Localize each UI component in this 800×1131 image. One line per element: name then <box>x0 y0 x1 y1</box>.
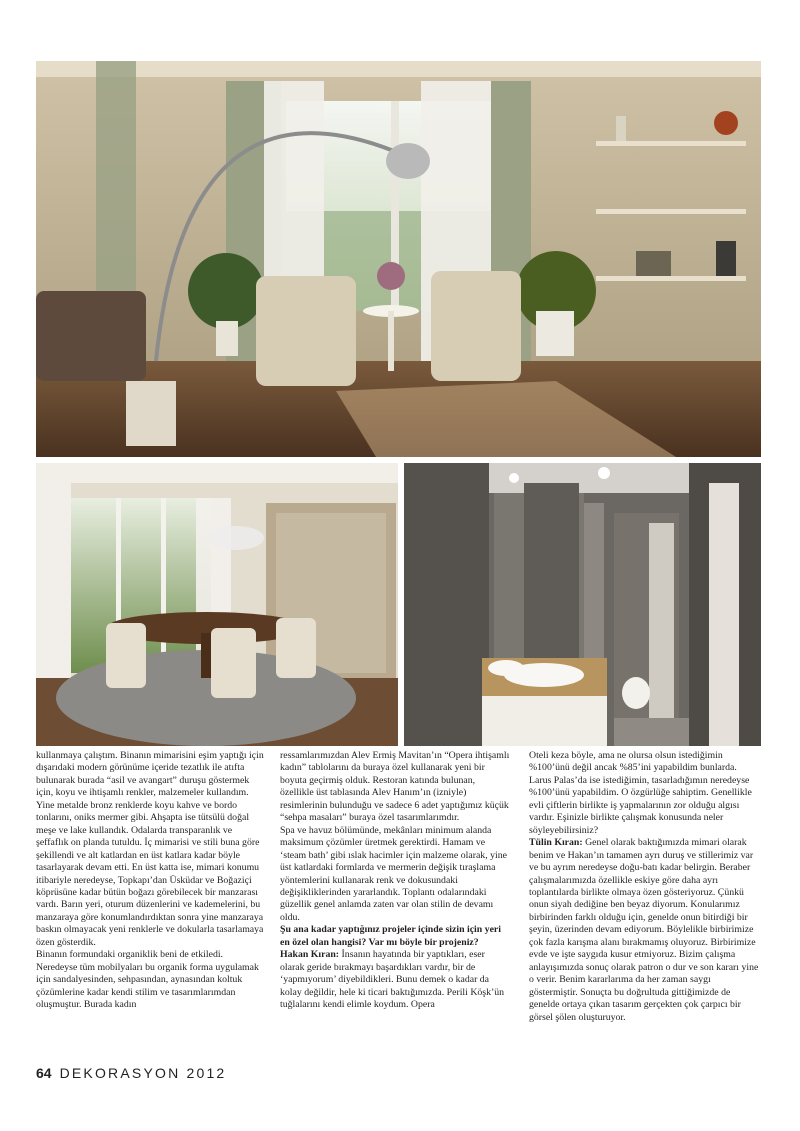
living-room-photo <box>36 61 761 457</box>
speaker-name: Tülin Kıran: <box>529 837 583 849</box>
paragraph: kullanmaya çalıştım. Binanın mimarisini eşim yaptığı için dışarıdaki modern görünüme içeride tezatlık ile atıfta bulunarak burada “asil ve avangart” duruşu göstermek için, koyu ve ihtişamlı renkler, malzemeler kullandım. Yine metalde bronz renklerde koyu kahve ve bordo tonlarını, oniks mermer gibi. Ahşapta ise tütsülü doğal meşe ve lake kullandık. Odalarda transparanlık ve şeffaflık on planda tutuldu. İç mimarisi ve stili buna göre şekillendi ve alt katlardan en üst katlara kadar böyle tasarlayarak devam etti. En üst katta ise, mimari konumu itibariyle neredeyse, Topkapı’dan Üsküdar ve Boğaziçi köprüsüne kadar bütün boğazı görebilecek bir manzarası vardı. Barın yeri, oturum düzenlerini ve kademelerini, bu manzaraya göre konumlandırdıktan sonra yine manzaraya baskın olmayacak yeni renklerle ve dokularla tasarlamaya özen gösterdik. <box>36 750 264 948</box>
article-column-1 <box>36 750 266 1012</box>
paragraph: ressamlarımızdan Alev Ermiş Mavitan’ın “Opera ihtişamlı kadın” tablolarını da buraya özel kullanarak yeni bir boyuta geçirmiş olduk. Restoran katında bulunan, özellikle üst tablasında Alev Hanım’ın (izniyle) resimlerinin bulunduğu ve sadece 6 adet yaptığımız küçük “sehpa masaları” buraya özel tasarımlarımdır. <box>280 750 510 824</box>
answer-text: İnsanın hayatında bir yaptıkları, eser olarak geride bırakmayı başardıkları vardır, bir de ‘yapmıyorum’ diyebildikleri. Bunu demek o kadar da kolay değildir, hele ki ticari baktığımızda. Perili Köşk’ün tuğlalarını kendi elimle koydum. Opera <box>280 949 505 1011</box>
page-number: 64 <box>36 1065 52 1081</box>
interview-question: Şu ana kadar yaptığınız projeler içinde sizin için yeri en özel olan hangisi? Var mı böyle bir projeniz? <box>280 924 501 948</box>
article-column-3 <box>529 750 759 1024</box>
page-folio <box>36 1065 226 1081</box>
paragraph: Spa ve havuz bölümünde, mekânları minimum alanda maksimum çözümler üretmek gerektirdi. Hamam ve ‘steam bath’ gibi ıslak hacimler için malzeme olarak, yine üst katlardaki formlarda ve mermerin değişik tıraşlama yöntemlerini kullanarak renk ve dokusundaki değişikliklerinden yararlandık. Toplantı odalarındaki güzellik genel anlamda zaten var olan stilin de devamı oldu. <box>280 824 507 923</box>
interview-answer <box>280 949 510 1011</box>
bathroom-photo <box>404 463 761 746</box>
paragraph: Binanın formundaki organiklik beni de etkiledi. Neredeyse tüm mobilyaları bu organik forma uygulamak için sandalyesinden, sehpasından, aynasından koltuk çözümlerine kadar kendi stilim ve tasarımlarımdan oluşmuştur. Burada kadın <box>36 949 259 1011</box>
interview-answer <box>529 837 759 1024</box>
answer-text: Genel olarak baktığımızda mimari olarak benim ve Hakan’ın tamamen ayrı duruş ve stillerimiz var ve bu ayrım neredeyse doğu-batı kadar belirgin. Beraber çalışmalarımızda özellikle eskiye göre daha ayrı toplantılarda birlikte olmaya özen gösteriyoruz. Çünkü onun siyah dediğine ben beyaz diyorum. Konularımız birbirinden farklı olduğu için, genelde onun bitirdiği bir şeyin, üzerinden devam ediyorum. Böylelikle birbirimize çok fazla karışma alanı bırakmamış oluyoruz. Birbirimize evde ve işte saygıda kusur etmiyoruz. Bizim çalışma anlayışımızda sonuç olarak patron o dur ve son kararı yine o verir. Benim kararlarıma da her zaman saygı göstermiştir. Sonuçta bu doğrultuda gittiğimizde de genelde ortaya çıkan tasarım gerçekten çok çarpıcı bir görsel şölen oluşturuyor. <box>529 837 759 1023</box>
paragraph: Oteli keza böyle, ama ne olursa olsun istediğimin %100’ünü değil ancak %85’ini yapabildim bunlarda. Larus Palas’da ise istediğimin, tasarladığımın neredeyse %100’ünü yapabildim. O özgürlüğe sahiptim. Genellikle evli çiftlerin birlikte iş yapmalarının zor olduğu algısı vardır. Eşinizle birlikte çalışmak konusunda neler söyleyebilirsiniz? <box>529 750 752 836</box>
magazine-name: DEKORASYON 2012 <box>59 1065 227 1081</box>
speaker-name: Hakan Kıran: <box>280 949 340 961</box>
article-column-2 <box>280 750 510 1012</box>
dining-room-photo <box>36 463 398 746</box>
